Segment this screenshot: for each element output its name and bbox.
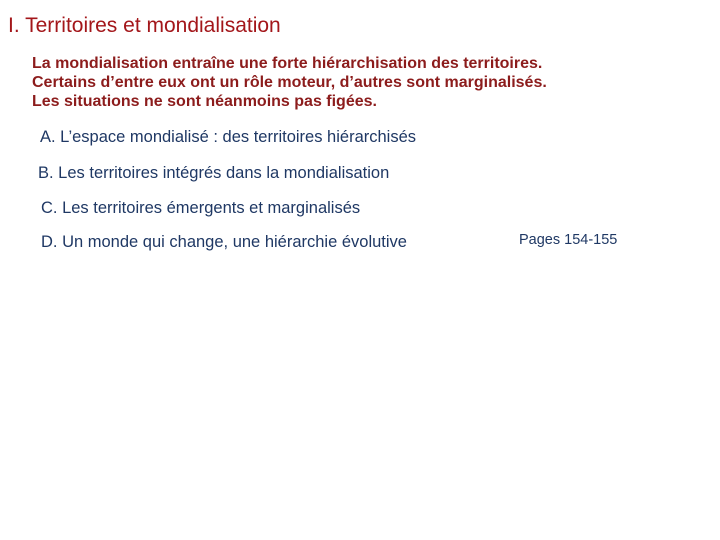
section-heading-c: C. Les territoires émergents et marginalisés: [41, 199, 361, 217]
section-heading-a: A. L’espace mondialisé : des territoires hiérarchisés: [40, 128, 417, 146]
intro-line: La mondialisation entraîne une forte hiérarchisation des territoires.: [32, 55, 543, 72]
pages-reference: Pages 154-155: [519, 232, 618, 248]
intro-line: Certains d’entre eux ont un rôle moteur, d’autres sont marginalisés.: [32, 74, 547, 91]
intro-line: Les situations ne sont néanmoins pas figées.: [32, 93, 377, 110]
section-heading-b: B. Les territoires intégrés dans la mondialisation: [38, 164, 390, 182]
section-heading-d: D. Un monde qui change, une hiérarchie évolutive: [41, 233, 407, 251]
intro-paragraph: [32, 54, 632, 111]
slide-title: I. Territoires et mondialisation: [8, 14, 281, 37]
